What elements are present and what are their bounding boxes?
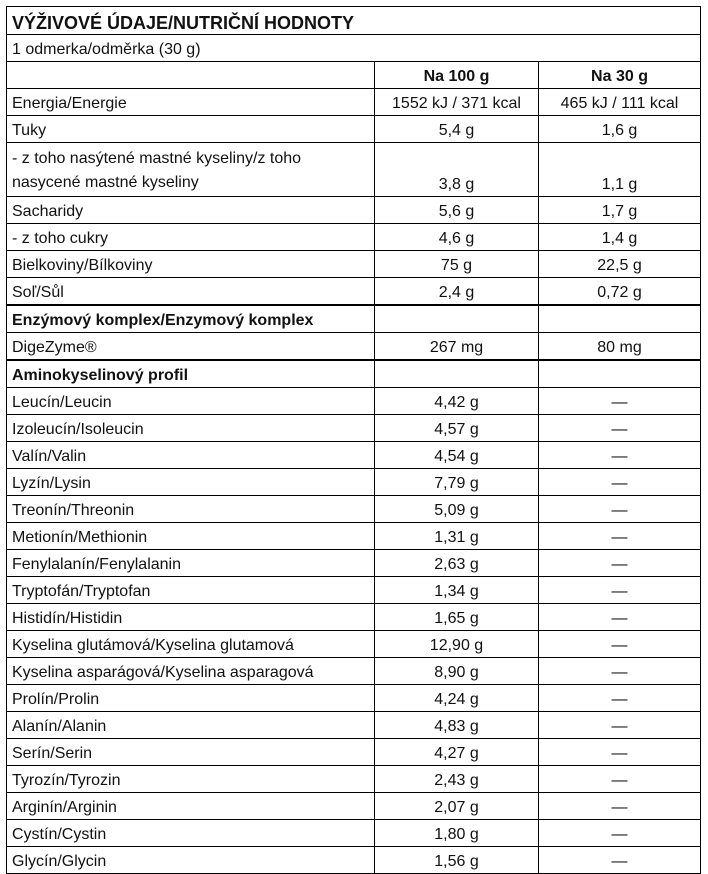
value-per-30g: — — [539, 685, 701, 712]
nutrient-name: Bielkoviny/Bílkoviny — [7, 251, 375, 278]
value-per-30g: — — [539, 847, 701, 874]
nutrient-name: Izoleucín/Isoleucin — [7, 415, 375, 442]
nutrient-name: Kyselina asparágová/Kyselina asparagová — [7, 658, 375, 685]
nutrient-name: - z toho nasýtené mastné kyseliny/z toho nasycené mastné kyseliny — [7, 143, 375, 197]
value-per-100g: 8,90 g — [375, 658, 539, 685]
serving-row — [7, 35, 701, 62]
nutrient-name: Arginín/Arginin — [7, 793, 375, 820]
empty-cell — [539, 305, 701, 333]
table-row — [7, 658, 701, 685]
nutrition-table — [6, 6, 701, 874]
value-per-100g: 267 mg — [375, 333, 539, 361]
value-per-100g: 12,90 g — [375, 631, 539, 658]
nutrient-name: Lyzín/Lysin — [7, 469, 375, 496]
value-per-100g: 2,63 g — [375, 550, 539, 577]
nutrient-name: Valín/Valin — [7, 442, 375, 469]
header-label-empty — [7, 62, 375, 89]
nutrient-name: Fenylalanín/Fenylalanin — [7, 550, 375, 577]
value-per-100g: 4,6 g — [375, 224, 539, 251]
amino-section-row — [7, 360, 701, 388]
value-per-30g: 1,7 g — [539, 197, 701, 224]
nutrient-name: Kyselina glutámová/Kyselina glutamová — [7, 631, 375, 658]
amino-section-title: Aminokyselinový profil — [7, 360, 375, 388]
nutrient-name: Serín/Serin — [7, 739, 375, 766]
value-per-30g: — — [539, 550, 701, 577]
table-row — [7, 469, 701, 496]
nutrient-name: Glycín/Glycin — [7, 847, 375, 874]
empty-cell — [539, 360, 701, 388]
value-per-30g: — — [539, 631, 701, 658]
nutrient-name: Tyrozín/Tyrozin — [7, 766, 375, 793]
value-per-30g: — — [539, 415, 701, 442]
table-row — [7, 224, 701, 251]
value-per-30g: — — [539, 442, 701, 469]
value-per-30g: — — [539, 766, 701, 793]
enzyme-section-row — [7, 305, 701, 333]
table-row — [7, 333, 701, 361]
value-per-30g: 80 mg — [539, 333, 701, 361]
table-row — [7, 89, 701, 116]
value-per-100g: 3,8 g — [375, 143, 539, 197]
value-per-30g: — — [539, 739, 701, 766]
table-row — [7, 712, 701, 739]
table-row — [7, 251, 701, 278]
value-per-100g: 4,27 g — [375, 739, 539, 766]
table-row — [7, 197, 701, 224]
value-per-30g: 22,5 g — [539, 251, 701, 278]
value-per-100g: 1,80 g — [375, 820, 539, 847]
nutrition-label — [6, 6, 700, 874]
value-per-30g: — — [539, 604, 701, 631]
table-row — [7, 577, 701, 604]
value-per-100g: 4,83 g — [375, 712, 539, 739]
value-per-100g: 75 g — [375, 251, 539, 278]
value-per-30g: 1,6 g — [539, 116, 701, 143]
title-row — [7, 7, 701, 35]
value-per-100g: 5,09 g — [375, 496, 539, 523]
serving-size: 1 odmerka/odměrka (30 g) — [7, 35, 701, 62]
nutrient-name: Metionín/Methionin — [7, 523, 375, 550]
value-per-30g: — — [539, 712, 701, 739]
table-row — [7, 523, 701, 550]
value-per-100g: 2,07 g — [375, 793, 539, 820]
table-row — [7, 496, 701, 523]
table-row — [7, 388, 701, 415]
table-row — [7, 116, 701, 143]
table-row — [7, 847, 701, 874]
nutrient-name: Energia/Energie — [7, 89, 375, 116]
value-per-30g: 1,4 g — [539, 224, 701, 251]
value-per-30g: — — [539, 523, 701, 550]
nutrient-name: - z toho cukry — [7, 224, 375, 251]
value-per-100g: 5,6 g — [375, 197, 539, 224]
value-per-100g: 4,24 g — [375, 685, 539, 712]
value-per-100g: 1,56 g — [375, 847, 539, 874]
nutrient-name: Treonín/Threonin — [7, 496, 375, 523]
table-row — [7, 820, 701, 847]
nutrient-name: Tryptofán/Tryptofan — [7, 577, 375, 604]
table-row — [7, 793, 701, 820]
nutrient-name: Histidín/Histidin — [7, 604, 375, 631]
value-per-100g: 7,79 g — [375, 469, 539, 496]
nutrient-name: Prolín/Prolin — [7, 685, 375, 712]
nutrient-name: Tuky — [7, 116, 375, 143]
table-row — [7, 278, 701, 306]
empty-cell — [375, 360, 539, 388]
value-per-30g: — — [539, 496, 701, 523]
value-per-30g: 465 kJ / 111 kcal — [539, 89, 701, 116]
value-per-100g: 4,42 g — [375, 388, 539, 415]
value-per-100g: 4,57 g — [375, 415, 539, 442]
value-per-30g: — — [539, 658, 701, 685]
table-row — [7, 631, 701, 658]
nutrient-name: Soľ/Sůl — [7, 278, 375, 306]
table-row — [7, 604, 701, 631]
table-row — [7, 766, 701, 793]
nutrient-name: Sacharidy — [7, 197, 375, 224]
value-per-100g: 4,54 g — [375, 442, 539, 469]
value-per-100g: 1,31 g — [375, 523, 539, 550]
value-per-100g: 1,34 g — [375, 577, 539, 604]
table-title: VÝŽIVOVÉ ÚDAJE/NUTRIČNÍ HODNOTY — [7, 7, 701, 35]
table-row — [7, 685, 701, 712]
table-row — [7, 442, 701, 469]
value-per-100g: 5,4 g — [375, 116, 539, 143]
nutrient-name: Alanín/Alanin — [7, 712, 375, 739]
value-per-30g: 1,1 g — [539, 143, 701, 197]
header-row — [7, 62, 701, 89]
value-per-30g: — — [539, 469, 701, 496]
table-row — [7, 550, 701, 577]
value-per-100g: 1,65 g — [375, 604, 539, 631]
header-per-100g: Na 100 g — [375, 62, 539, 89]
value-per-30g: — — [539, 388, 701, 415]
value-per-30g: — — [539, 793, 701, 820]
empty-cell — [375, 305, 539, 333]
nutrient-name: Cystín/Cystin — [7, 820, 375, 847]
table-row — [7, 739, 701, 766]
table-row — [7, 415, 701, 442]
nutrient-name: Leucín/Leucin — [7, 388, 375, 415]
nutrient-name: DigeZyme® — [7, 333, 375, 361]
value-per-100g: 2,4 g — [375, 278, 539, 306]
enzyme-section-title: Enzýmový komplex/Enzymový komplex — [7, 305, 375, 333]
value-per-100g: 2,43 g — [375, 766, 539, 793]
value-per-100g: 1552 kJ / 371 kcal — [375, 89, 539, 116]
value-per-30g: — — [539, 577, 701, 604]
value-per-30g: 0,72 g — [539, 278, 701, 306]
value-per-30g: — — [539, 820, 701, 847]
table-row — [7, 143, 701, 197]
header-per-30g: Na 30 g — [539, 62, 701, 89]
